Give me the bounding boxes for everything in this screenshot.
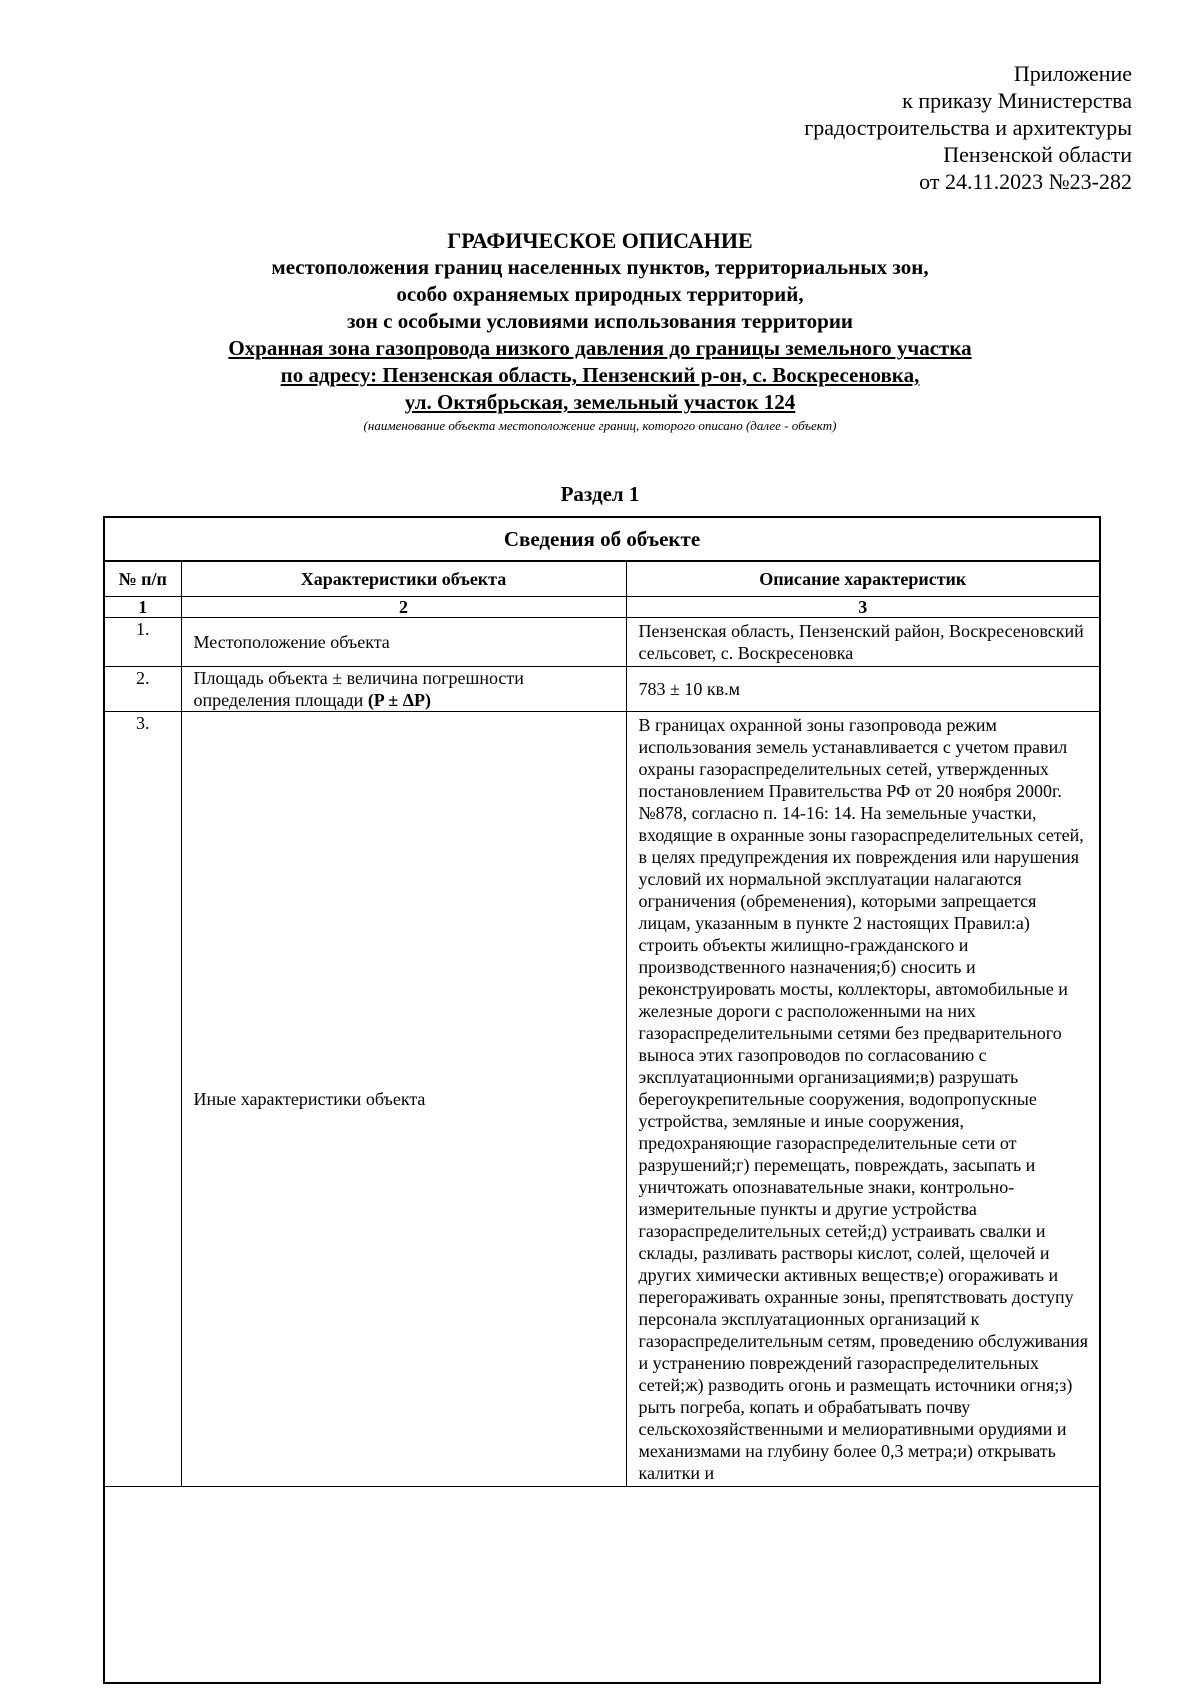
table-header-row bbox=[105, 562, 1099, 597]
object-name-line: Охранная зона газопровода низкого давления до границы земельного участка bbox=[228, 336, 972, 360]
column-number-row bbox=[105, 597, 1099, 618]
object-name-caption: (наименование объекта местоположение границ, которого описано (далее - объект) bbox=[363, 418, 837, 433]
object-name-line: по адресу: Пензенская область, Пензенский р-он, с. Воскресеновка, bbox=[280, 363, 920, 387]
column-header: № п/п bbox=[105, 562, 181, 597]
object-info-table bbox=[105, 562, 1099, 1487]
row-characteristic: Площадь объекта ± величина погрешности определения площади (P ± ΔP) bbox=[181, 667, 626, 712]
row-number: 3. bbox=[105, 712, 181, 1487]
table-row bbox=[105, 618, 1099, 667]
section-title: Раздел 1 bbox=[560, 482, 640, 506]
appendix-line: Пензенской области bbox=[943, 142, 1132, 167]
title-line: зон с особыми условиями использования территории bbox=[346, 309, 854, 333]
row-number: 1. bbox=[105, 618, 181, 667]
title-line: местоположения границ населенных пунктов, территориальных зон, bbox=[271, 255, 929, 279]
table-row bbox=[105, 667, 1099, 712]
column-number: 1 bbox=[105, 597, 181, 618]
title-line: особо охраняемых природных территорий, bbox=[396, 282, 804, 306]
appendix-line: к приказу Министерства bbox=[902, 88, 1132, 113]
appendix-line: градостроительства и архитектуры bbox=[804, 115, 1132, 140]
object-name-line: ул. Октябрьская, земельный участок 124 bbox=[404, 390, 796, 414]
column-header: Характеристики объекта bbox=[181, 562, 626, 597]
title-block bbox=[100, 227, 1100, 434]
column-header: Описание характеристик bbox=[626, 562, 1099, 597]
object-info-table-frame bbox=[103, 516, 1101, 1684]
column-number: 2 bbox=[181, 597, 626, 618]
row-description: 783 ± 10 кв.м bbox=[626, 667, 1099, 712]
row-description: В границах охранной зоны газопровода режим использования земель устанавливается с учетом правил охраны газораспределительных сетей, утвержденных постановлением Правительства РФ от 20 ноября 2000г. №878, согласно п. 14-16: 14. На земельные участки, входящие в охранные зоны газораспределительных сетей, в целях предупреждения их повреждения или нарушения условий их нормальной эксплуатации налагаются ограничения (обременения), которыми запрещается лицам, указанным в пункте 2 настоящих Правил:а) строить объекты жилищно-гражданского и производственного назначения;б) сносить и реконструировать мосты, коллекторы, автомобильные и железные дороги с расположенными на них газораспределительными сетями без предварительного выноса этих газопроводов по согласованию с эксплуатационными организациями;в) разрушать берегоукрепительные сооружения, водопропускные устройства, земляные и иные сооружения, предохраняющие газораспределительные сети от разрушений;г) перемещать, повреждать, засыпать и уничтожать опознавательные знаки, контрольно-измерительные пункты и другие устройства газораспределительных сетей;д) устраивать свалки и склады, разливать растворы кислот, солей, щелочей и других химически активных веществ;е) огораживать и перегораживать охранные зоны, препятствовать доступу персонала эксплуатационных организаций к газораспределительным сетям, проведению обслуживания и устранению повреждений газораспределительных сетей;ж) разводить огонь и размещать источники огня;з) рыть погреба, копать и обрабатывать почву сельскохозяйственными и мелиоративными орудиями и механизмами на глубину более 0,3 метра;и) открывать калитки и bbox=[626, 712, 1099, 1487]
table-row bbox=[105, 712, 1099, 1487]
row-description: Пензенская область, Пензенский район, Воскресеновский сельсовет, с. Воскресеновка bbox=[626, 618, 1099, 667]
row-number: 2. bbox=[105, 667, 181, 712]
document-title: ГРАФИЧЕСКОЕ ОПИСАНИЕ bbox=[447, 228, 753, 253]
row-characteristic: Иные характеристики объекта bbox=[181, 712, 626, 1487]
row-characteristic: Местоположение объекта bbox=[181, 618, 626, 667]
appendix-block bbox=[804, 60, 1132, 195]
table-title: Сведения об объекте bbox=[105, 518, 1099, 562]
column-number: 3 bbox=[626, 597, 1099, 618]
appendix-line: от 24.11.2023 №23-282 bbox=[919, 169, 1132, 194]
appendix-line: Приложение bbox=[1013, 61, 1132, 86]
